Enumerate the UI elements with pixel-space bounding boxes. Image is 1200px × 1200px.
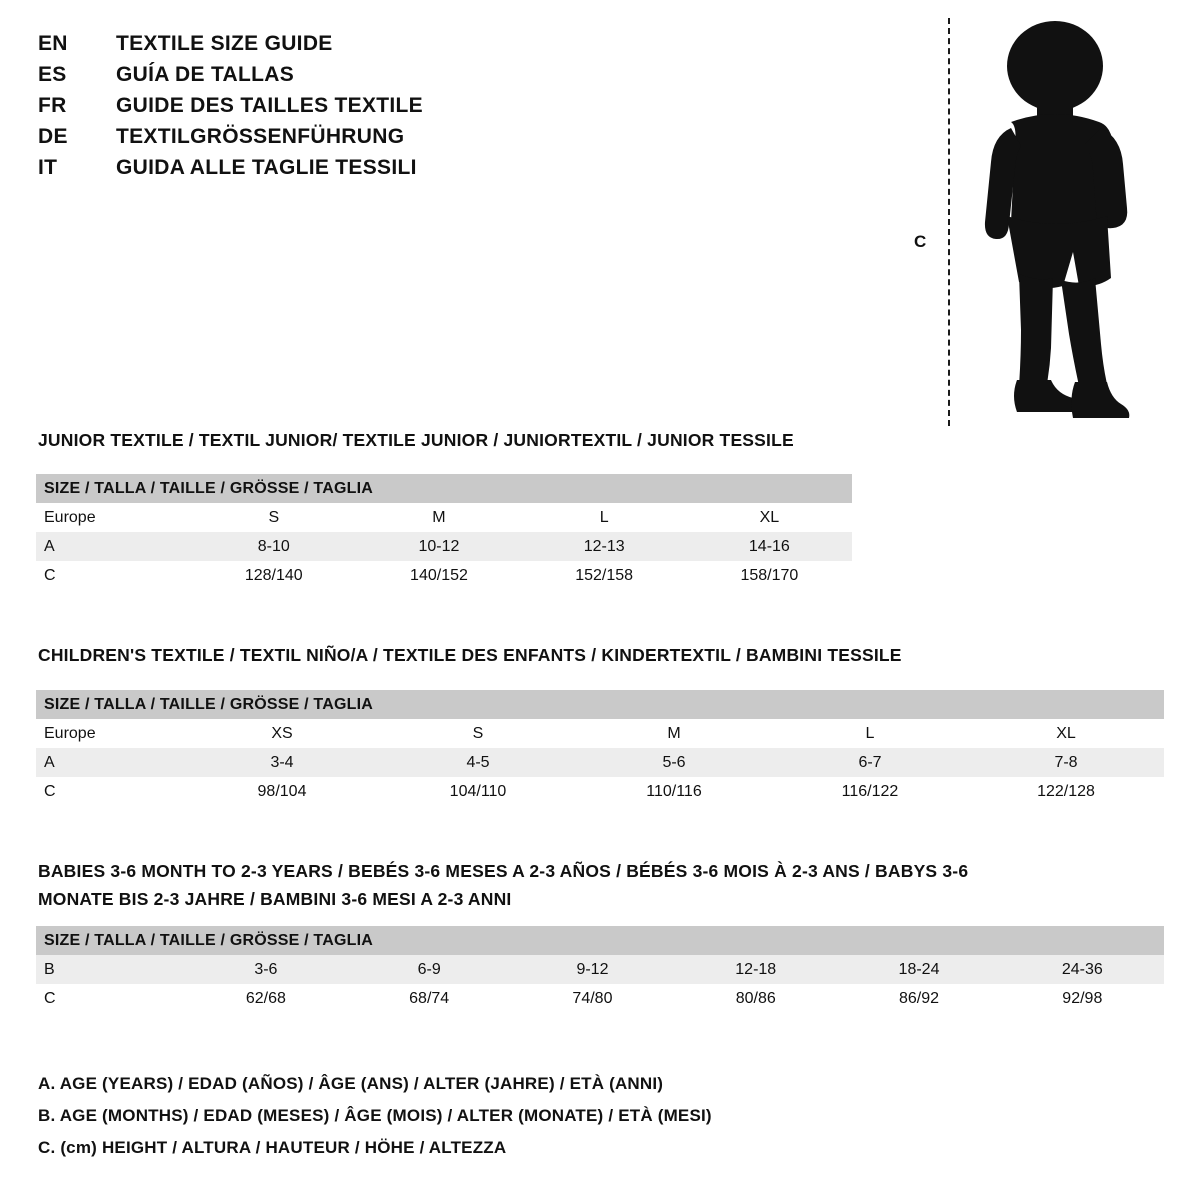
language-title: TEXTILGRÖSSENFÜHRUNG [116, 125, 405, 148]
language-code: DE [38, 125, 68, 148]
language-title: GUIDA ALLE TAGLIE TESSILI [116, 156, 417, 179]
table-cell: 8-10 [257, 537, 290, 555]
row-label: C [44, 782, 56, 800]
table-cell: 110/116 [646, 782, 702, 800]
table-cell: 140/152 [410, 566, 468, 584]
section-heading-babies: BABIES 3-6 MONTH TO 2-3 YEARS / BEBÉS 3-6 MESES A 2-3 AÑOS / BÉBÉS 3-6 MOIS À 2-3 ANS / BABYS 3-6 MONATE BIS 2-3 JAHRE / BAMBINI 3-6 MESI A 2-3 ANNI [38, 861, 969, 909]
table-cell: 6-7 [858, 753, 882, 771]
table-row [36, 532, 852, 561]
table-cell: 98/104 [257, 782, 307, 800]
size-header: XL [1056, 724, 1076, 742]
table-header-row [36, 503, 852, 532]
table-band-label: SIZE / TALLA / TAILLE / GRÖSSE / TAGLIA [36, 926, 1164, 955]
row-label: C [44, 566, 56, 584]
table-cell: 10-12 [418, 537, 460, 555]
table-cell: 128/140 [244, 566, 303, 584]
language-title: GUIDE DES TAILLES TEXTILE [116, 94, 423, 117]
language-row [38, 94, 638, 125]
table-band-label: SIZE / TALLA / TAILLE / GRÖSSE / TAGLIA [36, 690, 1164, 719]
size-header: S [472, 724, 484, 742]
language-row [38, 32, 638, 63]
legend-note: C. (cm) HEIGHT / ALTURA / HAUTEUR / HÖHE / ALTEZZA [38, 1138, 507, 1157]
region-label: Europe [44, 724, 96, 742]
size-header: S [268, 508, 280, 526]
language-code: IT [38, 156, 58, 179]
language-code: FR [38, 94, 67, 117]
table-row [36, 561, 852, 590]
table-cell: 6-9 [417, 960, 441, 978]
table-cell: 68/74 [409, 989, 450, 1007]
legend-note: A. AGE (YEARS) / EDAD (AÑOS) / ÂGE (ANS) / ALTER (JAHRE) / ETÀ (ANNI) [38, 1074, 664, 1093]
table-cell: 5-6 [662, 753, 686, 771]
row-label: A [44, 753, 55, 771]
size-header: XL [759, 508, 780, 526]
table-cell: 116/122 [841, 782, 899, 800]
size-header: M [432, 508, 446, 526]
measure-label-c: C [914, 232, 927, 251]
table-cell: 86/92 [898, 989, 940, 1007]
size-header: L [599, 508, 609, 526]
size-header: M [667, 724, 681, 742]
table-row [36, 955, 1164, 984]
table-cell: 62/68 [245, 989, 286, 1007]
table-cell: 9-12 [576, 960, 609, 978]
junior-size-table [36, 474, 852, 590]
table-cell: 14-16 [748, 537, 790, 555]
language-title: TEXTILE SIZE GUIDE [116, 32, 333, 55]
table-cell: 3-4 [270, 753, 294, 771]
language-row [38, 156, 638, 187]
table-cell: 18-24 [898, 960, 940, 978]
row-label: A [44, 537, 55, 555]
table-cell: 80/86 [735, 989, 776, 1007]
table-header-row [36, 719, 1164, 748]
child-silhouette-icon [955, 18, 1155, 430]
height-measure-figure [900, 10, 1160, 430]
size-header: XS [271, 724, 293, 742]
row-label: B [44, 960, 55, 978]
table-band-row [36, 926, 1164, 955]
measure-dashed-line [948, 18, 950, 426]
table-cell: 4-5 [466, 753, 490, 771]
language-row [38, 125, 638, 156]
language-code: EN [38, 32, 68, 55]
table-row [36, 984, 1164, 1013]
table-cell: 24-36 [1061, 960, 1103, 978]
table-band-row [36, 690, 1164, 719]
row-label: C [44, 989, 56, 1007]
babies-size-table [36, 926, 1164, 1013]
section-heading-junior: JUNIOR TEXTILE / TEXTIL JUNIOR/ TEXTILE JUNIOR / JUNIORTEXTIL / JUNIOR TESSILE [38, 430, 794, 450]
table-cell: 12-13 [583, 537, 625, 555]
table-cell: 74/80 [572, 989, 613, 1007]
table-cell: 122/128 [1037, 782, 1095, 800]
children-size-table [36, 690, 1164, 806]
language-row [38, 63, 638, 94]
table-cell: 152/158 [575, 566, 634, 584]
table-cell: 158/170 [740, 566, 799, 584]
language-code: ES [38, 63, 67, 86]
table-cell: 7-8 [1054, 753, 1078, 771]
language-title: GUÍA DE TALLAS [116, 63, 295, 86]
section-heading-children: CHILDREN'S TEXTILE / TEXTIL NIÑO/A / TEXTILE DES ENFANTS / KINDERTEXTIL / BAMBINI TESSILE [38, 645, 902, 665]
table-band-row [36, 474, 852, 503]
legend-notes [38, 1068, 1138, 1164]
size-header: L [865, 724, 875, 742]
region-label: Europe [44, 508, 96, 526]
table-cell: 3-6 [254, 960, 278, 978]
table-cell: 12-18 [735, 960, 777, 978]
legend-note: B. AGE (MONTHS) / EDAD (MESES) / ÂGE (MOIS) / ALTER (MONATE) / ETÀ (MESI) [38, 1106, 712, 1125]
table-cell: 104/110 [449, 782, 507, 800]
table-cell: 92/98 [1062, 989, 1103, 1007]
table-row [36, 748, 1164, 777]
table-row [36, 777, 1164, 806]
language-title-list [38, 32, 638, 187]
table-band-label: SIZE / TALLA / TAILLE / GRÖSSE / TAGLIA [36, 474, 852, 503]
